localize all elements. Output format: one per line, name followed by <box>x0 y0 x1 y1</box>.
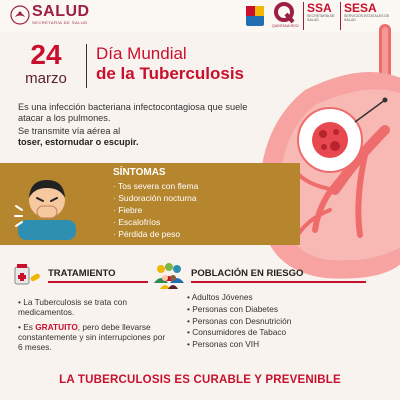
symptom-item: · Escalofríos <box>113 217 161 227</box>
population-item: • Adultos Jóvenes <box>187 292 253 302</box>
treatment-title: TRATAMIENTO <box>48 268 116 279</box>
population-list <box>187 292 291 351</box>
symptom-item: · Sudoración nocturna <box>113 193 197 203</box>
salud-logo-text: SALUD <box>32 3 90 20</box>
date-day: 24 <box>30 39 62 70</box>
transmission-prefix: Se transmite vía aérea al <box>18 126 121 136</box>
title-line-1: Día Mundial <box>96 44 187 63</box>
treatment-paragraph-1: • La Tuberculosis se trata con medicamentos. <box>18 297 127 317</box>
ssa-logo-subtitle: SECRETARÍA DE SALUD <box>307 14 335 22</box>
eagle-seal-icon <box>10 5 30 25</box>
symptom-item: · Fiebre <box>113 205 143 215</box>
date-box <box>18 39 78 90</box>
population-item: • Personas con Desnutrición <box>187 315 292 326</box>
q-logo-subtitle: QUINTANA ROO <box>272 24 299 28</box>
transmission-description <box>18 126 253 148</box>
salud-logo <box>10 3 90 27</box>
ssa-logo-text: SSA <box>307 1 332 15</box>
date-month: marzo <box>25 70 67 87</box>
intro-description: Es una infección bacteriana infectocontagiosa que suele atacar a los pulmones. <box>18 102 248 123</box>
population-item: • Personas con Diabetes <box>187 303 278 314</box>
title-line-2: de la Tuberculosis <box>96 64 245 83</box>
people-group-icon <box>152 261 186 289</box>
title-divider <box>86 44 87 88</box>
symptom-item: · Pérdida de peso <box>113 229 181 239</box>
population-title: POBLACIÓN EN RIESGO <box>191 268 304 279</box>
footer-slogan: LA TUBERCULOSIS ES CURABLE Y PREVENIBLE <box>59 374 341 386</box>
treatment-paragraph-2 <box>18 322 168 352</box>
symptoms-title: SÍNTOMAS <box>113 167 166 178</box>
population-underline <box>191 281 366 283</box>
lungs-illustration <box>235 20 400 290</box>
symptoms-list <box>113 180 198 240</box>
treatment-p2-suffix: , pero debe llevarse constantemente y sin interrupciones por 6 meses. <box>18 322 166 352</box>
medicine-icon <box>12 263 42 287</box>
population-item: • Personas con VIH <box>187 339 260 350</box>
salud-logo-subtitle: SECRETARÍA DE SALUD <box>32 20 88 25</box>
sesa-logo-subtitle: SERVICIOS ESTATALES DE SALUD <box>344 14 390 22</box>
treatment-p2-prefix: • Es <box>18 322 33 332</box>
sesa-logo-text: SESA <box>344 1 377 15</box>
coughing-person-icon <box>12 170 82 240</box>
treatment-underline <box>48 281 148 283</box>
transmission-bold: toser, estornudar o escupir. <box>18 137 139 147</box>
population-item: • Consumidores de Tabaco <box>187 327 287 338</box>
symptom-item: · Tos severa con flema <box>113 181 199 191</box>
treatment-free-highlight: GRATUITO <box>35 322 78 332</box>
